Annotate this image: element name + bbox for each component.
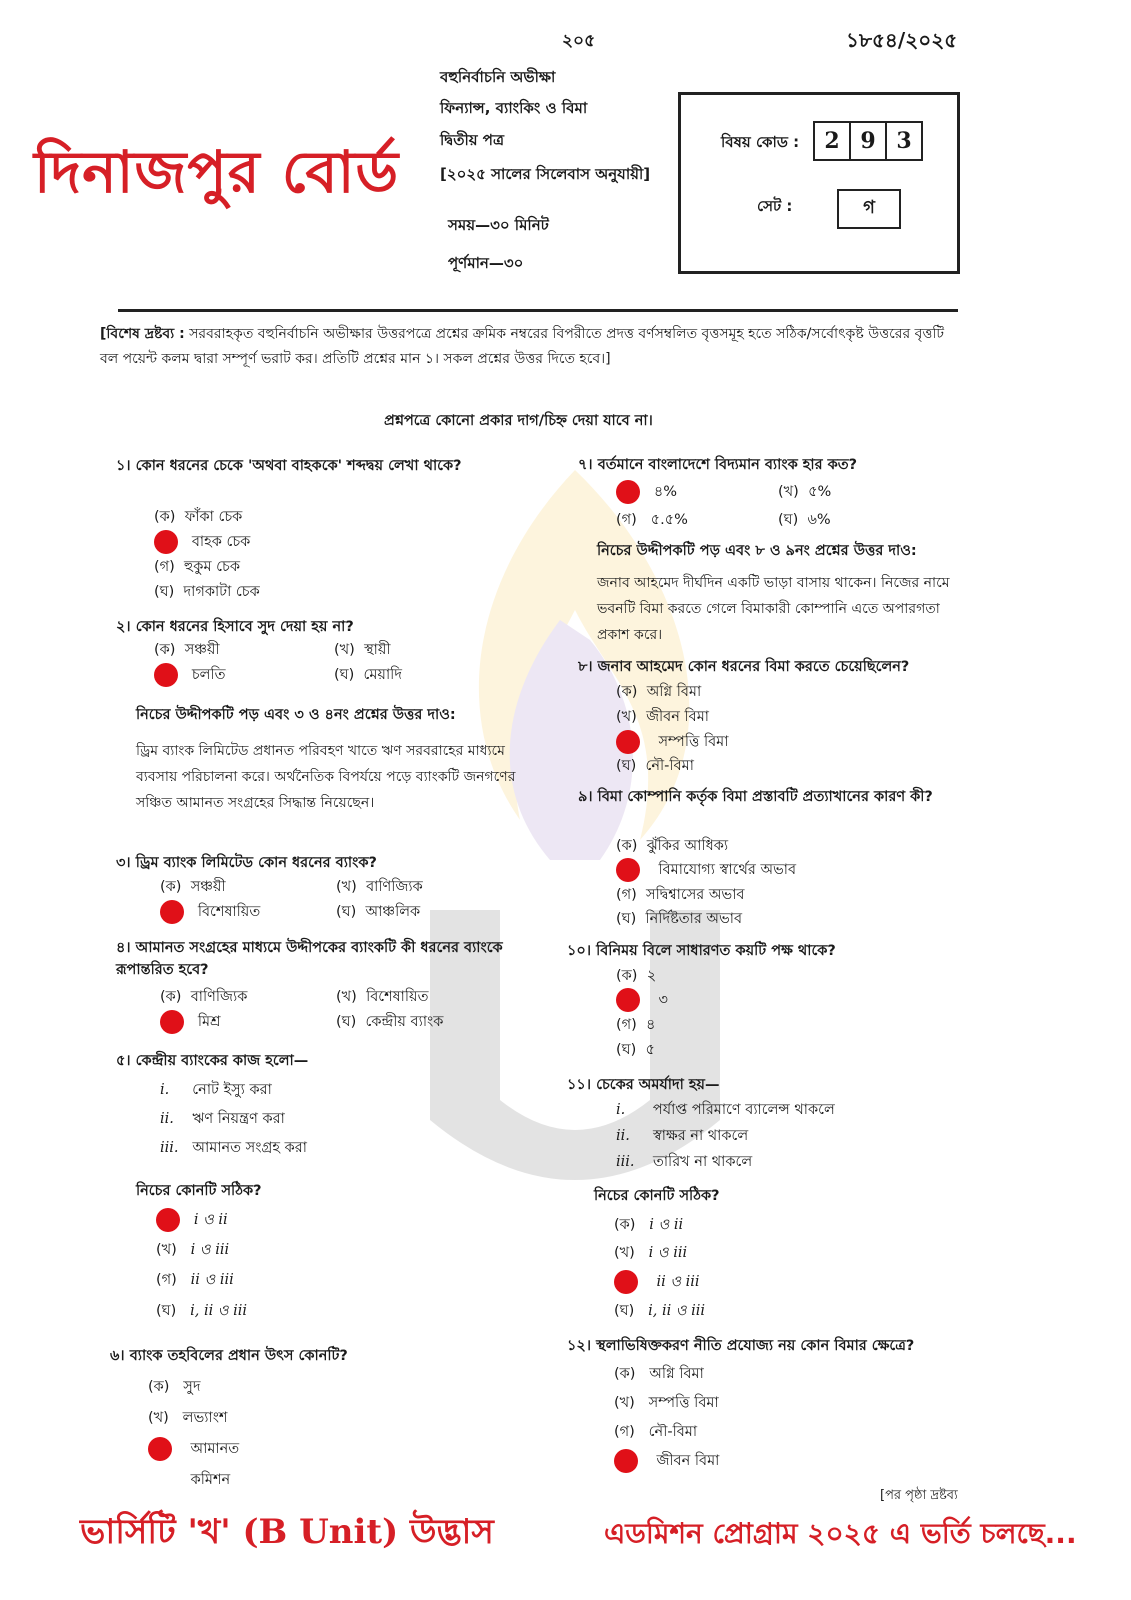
footer-brand: ভার্সিটি 'খ' (B Unit) উদ্ভাস — [80, 1512, 494, 1552]
option-letter: (গ) — [156, 1272, 177, 1288]
syllabus-note: [২০২৫ সালের সিলেবাস অনুযায়ী] — [440, 165, 651, 183]
option-text: বিশেষায়িত — [366, 989, 429, 1005]
option-text: সুদ — [183, 1379, 201, 1395]
question-6 — [110, 1345, 348, 1367]
question-5 — [116, 1050, 308, 1072]
option-c-selected[interactable] — [154, 663, 226, 687]
option-text: ii ও iii — [190, 1272, 234, 1288]
question-number: ৮। — [578, 659, 593, 675]
question-11 — [567, 1074, 719, 1096]
question-text: জনাব আহমেদ কোন ধরনের বিমা করতে চেয়েছিলেন? — [597, 659, 910, 675]
question-text: বিনিময় বিলে সাধারণত কয়টি পক্ষ থাকে? — [596, 943, 836, 959]
option-letter: (ঘ) — [156, 1303, 177, 1319]
option-d[interactable] — [156, 1299, 247, 1323]
option-letter: (ঘ) — [614, 1303, 635, 1319]
notice-text: সরবরাহকৃত বহুনির্বাচনি অভীক্ষার উত্তরপত্রে প্রশ্নের ক্রমিক নম্বরের বিপরীতে প্রদত্ত বর্ণসম্বলিত বৃত্তসমূহ হতে সঠিক/সর্বোৎকৃষ্ট উত্তরের বৃত্তটি বল পয়েন্ট কলম দ্বারা সম্পূর্ণ ভরাট কর। প্রতিটি প্রশ্নের মান ১। সকল প্রশ্নের উত্তর দিতে হবে।] — [100, 326, 945, 367]
option-text: জীবন বিমা — [646, 709, 709, 725]
option-c-selected[interactable] — [616, 730, 728, 754]
option-letter: (খ) — [148, 1410, 169, 1426]
roman-numeral: iii. — [160, 1140, 179, 1156]
question-number: ১। — [116, 458, 131, 474]
option-text: নির্দিষ্টতার অভাব — [645, 911, 743, 927]
option-text: ii ও iii — [656, 1274, 700, 1290]
option-c[interactable] — [156, 1268, 234, 1292]
exam-type: বহুনির্বাচনি অভীক্ষা — [440, 68, 556, 86]
statement-text: নোট ইস্যু করা — [192, 1082, 272, 1098]
option-letter: (খ) — [336, 989, 357, 1005]
filled-answer-icon — [616, 480, 640, 504]
option-b[interactable] — [336, 985, 428, 1009]
option-a[interactable] — [160, 985, 247, 1009]
option-a[interactable] — [616, 834, 728, 858]
code-digit: 2 — [813, 121, 851, 161]
option-c-selected[interactable] — [160, 900, 260, 924]
statement-text: ঋণ নিয়ন্ত্রণ করা — [192, 1111, 285, 1127]
filled-answer-icon — [160, 900, 184, 924]
option-b[interactable] — [334, 638, 391, 662]
option-text: বাণিজ্যিক — [366, 879, 423, 895]
option-text: ৫.৫% — [650, 512, 688, 528]
statement-i — [160, 1078, 272, 1102]
notice-label: [বিশেষ দ্রষ্টব্য : — [100, 326, 185, 342]
option-letter: (গ) — [154, 559, 175, 575]
subject-code-digits — [813, 121, 921, 161]
divider — [118, 309, 958, 312]
question-text: কেন্দ্রীয় ব্যাংকের কাজ হলো— — [135, 1053, 309, 1069]
option-letter: (ক) — [616, 838, 638, 854]
option-text: মিশ্র — [197, 1014, 221, 1030]
option-b[interactable] — [336, 875, 423, 899]
option-letter: (গ) — [614, 1424, 635, 1440]
question-12 — [567, 1335, 914, 1357]
instruction-line: প্রশ্নপত্রে কোনো প্রকার দাগ/চিহ্ন দেয়া যাবে না। — [384, 413, 653, 429]
question-text: বিমা কোম্পানি কর্তৃক বিমা প্রস্তাবটি প্রত্যাখানের কারণ কী? — [597, 789, 933, 805]
paper-name: দ্বিতীয় পত্র — [440, 131, 505, 149]
full-marks: পূর্ণমান—৩০ — [448, 254, 524, 272]
page-number: ২০৫ — [562, 31, 596, 51]
statement-text: পর্যাপ্ত পরিমাণে ব্যালেন্স থাকলে — [652, 1102, 835, 1118]
option-d[interactable] — [336, 900, 420, 924]
filled-answer-icon — [148, 1437, 172, 1461]
question-text: চেকের অমর্যাদা হয়— — [596, 1077, 720, 1093]
filled-answer-icon — [616, 858, 640, 882]
stem-intro: নিচের উদ্দীপকটি পড় এবং ৩ ও ৪নং প্রশ্নের উত্তর দাও: — [136, 707, 456, 723]
statement-ii — [616, 1124, 748, 1148]
option-a[interactable] — [614, 1362, 704, 1386]
question-text: ব্যাংক তহবিলের প্রধান উৎস কোনটি? — [129, 1348, 348, 1364]
option-text: নৌ-বিমা — [648, 1424, 698, 1440]
option-text: স্থায়ী — [364, 642, 391, 658]
option-text: মেয়াদি — [363, 667, 402, 683]
option-letter: (ক) — [160, 879, 182, 895]
question-7 — [578, 454, 857, 476]
option-text: i ও iii — [190, 1242, 230, 1258]
option-text: ঝুঁকির আধিক্য — [646, 838, 729, 854]
filled-answer-icon — [160, 1010, 184, 1034]
exam-time: সময়—৩০ মিনিট — [448, 216, 549, 234]
option-text: অগ্নি বিমা — [646, 684, 702, 700]
set-label: সেট : — [757, 197, 793, 215]
option-letter: (খ) — [614, 1245, 635, 1261]
option-c-selected[interactable] — [614, 1270, 700, 1294]
option-a[interactable] — [148, 1375, 201, 1399]
option-text: ৬% — [807, 512, 831, 528]
question-text: আমানত সংগ্রহের মাধ্যমে উদ্দীপকের ব্যাংকটি কী ধরনের ব্যাংকে রূপান্তরিত হবে? — [116, 940, 503, 978]
option-letter: (ক) — [616, 684, 638, 700]
option-text: ৪ — [646, 1017, 656, 1033]
filled-answer-icon — [154, 530, 178, 554]
option-b[interactable] — [778, 480, 831, 504]
option-text: সম্পত্তি বিমা — [648, 1395, 719, 1411]
question-number: ৭। — [578, 457, 593, 473]
option-letter: (ক) — [148, 1379, 170, 1395]
option-text: i ও ii — [649, 1217, 684, 1233]
board-title: দিনাজপুর বোর্ড — [34, 138, 400, 206]
question-3 — [116, 852, 377, 874]
filled-answer-icon — [616, 988, 640, 1012]
statement-text: তারিখ না থাকলে — [652, 1154, 753, 1170]
option-d[interactable] — [616, 754, 694, 778]
option-letter: (খ) — [334, 642, 355, 658]
option-b[interactable] — [614, 1241, 687, 1265]
option-letter: (ঘ) — [154, 584, 175, 600]
option-c[interactable] — [616, 508, 688, 532]
question-text: বর্তমানে বাংলাদেশে বিদ্যমান ব্যাংক হার কত? — [597, 457, 858, 473]
option-text: বিশেষায়িত — [197, 904, 261, 920]
question-10 — [567, 940, 836, 962]
option-letter: (গ) — [616, 512, 637, 528]
option-c[interactable] — [154, 555, 240, 579]
option-text: সম্পত্তি বিমা — [658, 734, 729, 750]
option-b[interactable] — [616, 705, 709, 729]
option-b-selected[interactable] — [154, 530, 250, 554]
option-c-selected[interactable] — [160, 1010, 221, 1034]
option-letter: (ক) — [616, 968, 638, 984]
special-notice — [100, 322, 962, 372]
option-text: ফাঁকা চেক — [184, 509, 243, 525]
which-correct: নিচের কোনটি সঠিক? — [136, 1183, 262, 1199]
option-d[interactable] — [334, 663, 402, 687]
option-letter: (ঘ) — [336, 904, 357, 920]
option-a[interactable] — [616, 964, 656, 988]
question-text: কোন ধরনের হিসাবে সুদ দেয়া হয় না? — [135, 619, 354, 635]
option-letter: (ক) — [614, 1366, 636, 1382]
set-value: গ — [837, 189, 901, 229]
option-text: জীবন বিমা — [656, 1453, 720, 1469]
question-number: ১০। — [567, 943, 592, 959]
question-4 — [116, 937, 526, 981]
option-text: অগ্নি বিমা — [649, 1366, 704, 1382]
code-digit: 9 — [849, 121, 887, 161]
question-text: স্থলাভিষিক্তকরণ নীতি প্রযোজ্য নয় কোন বিমার ক্ষেত্রে? — [596, 1338, 915, 1354]
option-text: বাণিজ্যিক — [190, 989, 248, 1005]
option-b[interactable] — [614, 1391, 719, 1415]
option-c[interactable] — [616, 883, 745, 907]
question-number: ৪। — [116, 940, 131, 956]
option-text: i, ii ও iii — [190, 1303, 248, 1319]
option-letter: (ঘ) — [334, 667, 355, 683]
option-text: আমানত — [190, 1441, 240, 1457]
filled-answer-icon — [154, 663, 178, 687]
option-letter: (ক) — [154, 642, 176, 658]
statement-iii — [616, 1150, 752, 1174]
option-letter: (ঘ) — [616, 758, 637, 774]
option-text: চলতি — [191, 667, 226, 683]
question-1 — [116, 455, 526, 477]
question-2 — [116, 616, 354, 638]
roman-numeral: i. — [616, 1102, 626, 1118]
option-d[interactable] — [778, 508, 831, 532]
option-text: সদ্বিশ্বাসের অভাব — [646, 887, 745, 903]
option-a[interactable] — [154, 505, 242, 529]
option-letter: (গ) — [616, 887, 637, 903]
option-text: ৫% — [808, 484, 832, 500]
statement-iii — [160, 1136, 307, 1160]
option-a[interactable] — [160, 875, 226, 899]
option-d[interactable] — [154, 580, 260, 604]
option-text: ২ — [646, 968, 657, 984]
page-turn-note: [পর পৃষ্ঠা দ্রষ্টব্য — [880, 1488, 958, 1503]
subject-code-box — [678, 92, 960, 274]
option-text: বাহক চেক — [191, 534, 251, 550]
option-letter: (ঘ) — [616, 1042, 637, 1058]
option-letter: (ঘ) — [778, 512, 799, 528]
question-number: ৯। — [578, 789, 593, 805]
question-number: ২। — [116, 619, 131, 635]
roman-numeral: iii. — [616, 1154, 635, 1170]
option-letter: (ক) — [154, 509, 176, 525]
roman-numeral: i. — [160, 1082, 170, 1098]
stem-intro: নিচের উদ্দীপকটি পড় এবং ৮ ও ৯নং প্রশ্নের উত্তর দাও: — [597, 543, 917, 559]
statement-ii — [160, 1107, 285, 1131]
subject-name: ফিন্যান্স, ব্যাংকিং ও বিমা — [440, 99, 588, 117]
question-number: ৫। — [116, 1053, 131, 1069]
question-number: ৩। — [116, 855, 131, 871]
option-text: i, ii ও iii — [648, 1303, 706, 1319]
option-letter: (ক) — [614, 1217, 636, 1233]
subject-code-label: বিষয় কোড : — [721, 133, 800, 151]
option-b-selected[interactable] — [616, 988, 668, 1012]
stem-passage: জনাব আহমেদ দীর্ঘদিন একটি ভাড়া বাসায় থাকেন। নিজের নামে ভবনটি বিমা করতে গেলে বিমাকারী কোম্পানি এতে অপারগতা প্রকাশ করে। — [597, 575, 950, 643]
option-text: কেন্দ্রীয় ব্যাংক — [365, 1014, 444, 1030]
filled-answer-icon — [616, 730, 640, 754]
option-letter: (খ) — [156, 1242, 177, 1258]
option-text: নৌ-বিমা — [645, 758, 694, 774]
option-d[interactable] — [614, 1299, 705, 1323]
option-letter: (ক) — [160, 989, 182, 1005]
question-text: কোন ধরনের চেকে 'অথবা বাহককে' শব্দদ্বয় লেখা থাকে? — [135, 458, 462, 474]
roman-numeral: ii. — [616, 1128, 630, 1144]
option-text: i ও iii — [648, 1245, 688, 1261]
option-text: লভ্যাংশ — [182, 1410, 228, 1426]
question-number: ৬। — [110, 1348, 125, 1364]
option-text: দাগকাটা চেক — [183, 584, 260, 600]
option-letter: (গ) — [616, 1017, 637, 1033]
option-letter: (ঘ) — [336, 1014, 357, 1030]
code-digit: 3 — [885, 121, 923, 161]
option-text: i ও ii — [193, 1212, 228, 1228]
filled-answer-icon — [614, 1449, 638, 1473]
question-number: ১২। — [567, 1338, 592, 1354]
filled-answer-icon — [156, 1208, 180, 1232]
question-8 — [578, 656, 909, 678]
question-text: ড্রিম ব্যাংক লিমিটেড কোন ধরনের ব্যাংক? — [135, 855, 377, 871]
option-text: ৪% — [653, 484, 678, 500]
option-text: হুকুম চেক — [184, 559, 240, 575]
statement-i — [616, 1098, 835, 1122]
option-text: সঞ্চয়ী — [184, 642, 220, 658]
option-letter: (খ) — [616, 709, 637, 725]
option-text: আঞ্চলিক — [365, 904, 421, 920]
question-number: ১১। — [567, 1077, 592, 1093]
reference-number: ১৮৫৪/২০২৫ — [846, 28, 958, 52]
option-letter: (ঘ) — [616, 911, 637, 927]
option-text: ৩ — [658, 992, 668, 1008]
footer-promo: এডমিশন প্রোগ্রাম ২০২৫ এ ভর্তি চলছে... — [604, 1517, 1077, 1550]
option-a-selected[interactable] — [156, 1208, 228, 1232]
option-d-selected[interactable] — [614, 1449, 719, 1473]
option-c[interactable] — [614, 1420, 697, 1444]
option-a[interactable] — [616, 680, 701, 704]
option-text: বিমাযোগ্য স্বার্থের অভাব — [658, 862, 797, 878]
option-letter: (খ) — [336, 879, 357, 895]
option-text: কমিশন — [190, 1472, 231, 1488]
statement-text: স্বাক্ষর না থাকলে — [652, 1128, 749, 1144]
option-b[interactable] — [148, 1406, 228, 1430]
option-d[interactable] — [616, 907, 742, 931]
option-b[interactable] — [156, 1238, 229, 1262]
option-d[interactable] — [148, 1468, 230, 1492]
option-a[interactable] — [614, 1213, 683, 1237]
question-9 — [578, 786, 958, 808]
statement-text: আমানত সংগ্রহ করা — [192, 1140, 307, 1156]
which-correct: নিচের কোনটি সঠিক? — [594, 1188, 720, 1204]
option-c-selected[interactable] — [148, 1437, 239, 1461]
option-text: সঞ্চয়ী — [190, 879, 226, 895]
roman-numeral: ii. — [160, 1111, 174, 1127]
option-a[interactable] — [154, 638, 220, 662]
option-letter: (খ) — [778, 484, 799, 500]
option-text: ৫ — [645, 1042, 655, 1058]
option-d[interactable] — [616, 1038, 655, 1062]
option-letter: (খ) — [614, 1395, 635, 1411]
filled-answer-icon — [614, 1270, 638, 1294]
option-c[interactable] — [616, 1013, 655, 1037]
option-a-selected[interactable] — [616, 480, 677, 504]
option-d[interactable] — [336, 1010, 443, 1034]
stem-passage: ড্রিম ব্যাংক লিমিটেড প্রধানত পরিবহণ খাতে ঋণ সরবরাহের মাধ্যমে ব্যবসায় পরিচালনা করে। অর্থনৈতিক বিপর্যয়ে পড়ে ব্যাংকটি জনগণের সঞ্চিত আমানত সংগ্রহের সিদ্ধান্ত নিয়েছেন। — [136, 743, 516, 811]
option-b-selected[interactable] — [616, 858, 796, 882]
